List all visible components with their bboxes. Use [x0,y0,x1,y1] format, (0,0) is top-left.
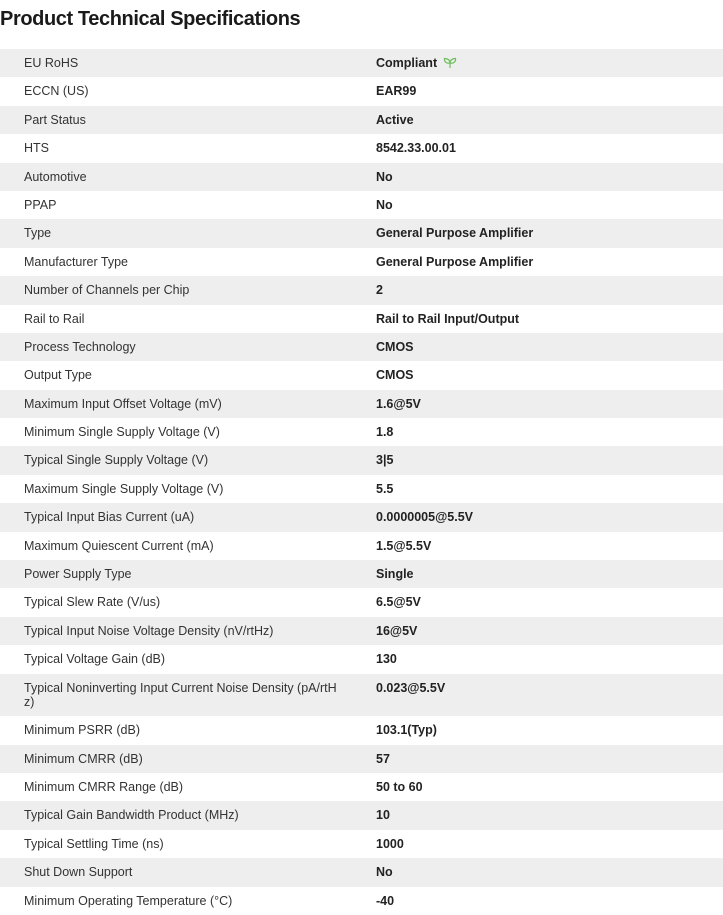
spec-value [376,723,723,737]
spec-label: Minimum CMRR Range (dB) [24,779,184,794]
spec-row [0,716,723,744]
spec-value-text: Active [376,112,414,127]
spec-label: Typical Gain Bandwidth Product (MHz) [24,808,239,823]
spec-value-text: 57 [376,751,390,766]
spec-label: EU RoHS [24,56,79,70]
spec-label: Maximum Input Offset Voltage (mV) [24,396,222,411]
spec-row [0,106,723,134]
spec-row [0,305,723,333]
spec-row [0,191,723,219]
spec-label: Minimum Operating Temperature (°C) [24,893,233,908]
spec-row [0,674,723,717]
spec-value [376,539,723,553]
spec-value [376,453,723,467]
spec-value-text: 130 [376,652,397,667]
spec-value [376,226,723,240]
spec-value-text: CMOS [376,368,414,383]
spec-label: Minimum Single Supply Voltage (V) [24,425,220,440]
spec-table [0,49,723,915]
spec-row [0,532,723,560]
spec-row [0,248,723,276]
spec-value-text: 6.5@5V [376,595,421,610]
spec-value [376,752,723,766]
spec-label: Manufacturer Type [24,254,128,269]
spec-value [376,141,723,155]
spec-label: Process Technology [24,339,136,354]
spec-value [376,624,723,638]
spec-row [0,588,723,616]
spec-row [0,134,723,162]
spec-label: Automotive [24,169,87,184]
spec-label: Rail to Rail [24,311,85,326]
spec-value [376,510,723,524]
spec-value [376,84,723,98]
spec-value [376,255,723,269]
spec-label: Maximum Quiescent Current (mA) [24,538,214,553]
spec-value [376,681,723,695]
spec-row [0,163,723,191]
spec-value [376,170,723,184]
spec-label: Type [24,226,52,241]
spec-label: Typical Settling Time (ns) [24,836,164,851]
spec-value [376,808,723,822]
spec-row [0,475,723,503]
spec-row [0,446,723,474]
spec-row [0,49,723,77]
spec-value-text: -40 [376,893,395,908]
spec-value-text: 1.6@5V [376,396,421,411]
spec-row [0,830,723,858]
spec-value [376,198,723,212]
spec-value-text: No [376,865,393,880]
spec-row [0,773,723,801]
spec-value-text: 3|5 [376,453,394,468]
spec-label: HTS [24,141,49,156]
spec-row [0,390,723,418]
spec-value-text: General Purpose Amplifier [376,226,534,241]
spec-value [376,312,723,326]
spec-label: Typical Slew Rate (V/us) [24,595,161,610]
spec-value [376,113,723,127]
spec-row [0,503,723,531]
spec-value-text: No [376,169,393,184]
spec-row [0,361,723,389]
spec-value [376,837,723,851]
spec-value-text: CMOS [376,339,414,354]
spec-label: Minimum CMRR (dB) [24,751,143,766]
spec-value-text: EAR99 [376,84,417,99]
spec-value-text: 1000 [376,836,404,851]
spec-label: Maximum Single Supply Voltage (V) [24,481,224,496]
spec-label: Shut Down Support [24,865,133,880]
spec-row [0,617,723,645]
spec-value-text: No [376,197,393,212]
spec-value [376,340,723,354]
spec-row [0,745,723,773]
spec-value [376,595,723,609]
spec-label: ECCN (US) [24,84,89,99]
spec-value-text: Rail to Rail Input/Output [376,311,520,326]
page-title: Product Technical Specifications [0,8,301,30]
spec-label: Typical Input Noise Voltage Density (nV/rtHz) [24,623,274,638]
spec-value-text: General Purpose Amplifier [376,254,534,269]
spec-value [376,368,723,382]
spec-value [376,894,723,908]
spec-row [0,887,723,915]
spec-value [376,780,723,794]
spec-label: Power Supply Type [24,567,132,582]
spec-row [0,333,723,361]
spec-row [0,560,723,588]
spec-value [376,567,723,581]
spec-value-text: 10 [376,808,390,823]
spec-value [376,652,723,666]
spec-value [376,56,723,70]
spec-row [0,858,723,886]
spec-value-text: Single [376,567,414,582]
spec-value-text: 1.8 [376,425,394,440]
spec-row [0,801,723,829]
spec-value-text: 1.5@5.5V [376,538,432,553]
spec-value-text: Compliant [376,56,438,70]
spec-value [376,397,723,411]
spec-label: Part Status [24,112,86,127]
spec-label: Number of Channels per Chip [24,283,190,298]
spec-value-text: 5.5 [376,481,394,496]
spec-row [0,276,723,304]
spec-row [0,418,723,446]
spec-label: Typical Voltage Gain (dB) [24,652,166,667]
spec-row [0,645,723,673]
spec-value [376,425,723,439]
spec-label: Typical Noninverting Input Current Noise Density (pA/rtHz) [24,680,337,709]
spec-label: Typical Single Supply Voltage (V) [24,453,209,468]
spec-label: Typical Input Bias Current (uA) [24,510,195,525]
spec-value-text: 50 to 60 [376,779,423,794]
spec-value-text: 16@5V [376,623,418,638]
spec-value [376,482,723,496]
spec-label: PPAP [24,197,57,212]
spec-row [0,219,723,247]
spec-value-text: 2 [376,283,383,298]
spec-value-text: 0.0000005@5.5V [376,510,473,525]
spec-value [376,283,723,297]
spec-value-text: 103.1(Typ) [376,723,437,738]
spec-label: Minimum PSRR (dB) [24,723,140,738]
spec-value [376,865,723,879]
spec-label: Output Type [24,368,92,383]
spec-row [0,77,723,105]
leaf-icon [443,57,457,69]
spec-value-text: 0.023@5.5V [376,680,446,695]
spec-value-text: 8542.33.00.01 [376,141,456,156]
